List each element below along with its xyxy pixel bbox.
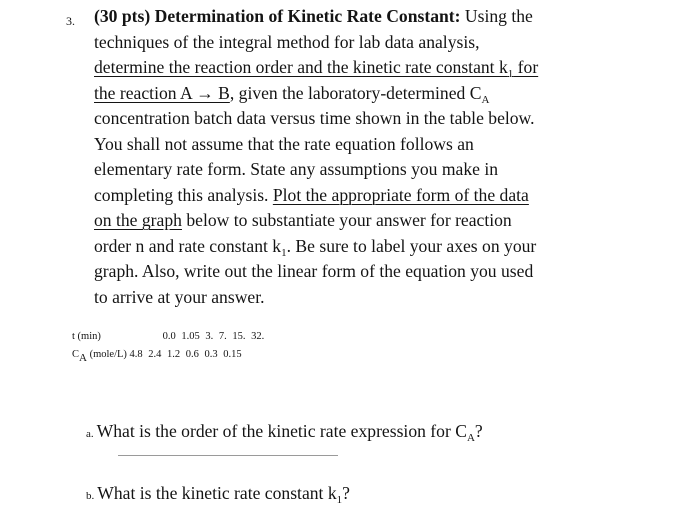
concentration-value: 1.2 — [167, 349, 181, 360]
concentration-value: 0.3 — [204, 349, 218, 360]
time-row — [72, 328, 267, 346]
points-label: (30 pts) — [94, 6, 151, 26]
time-value: 32. — [251, 331, 265, 342]
question-line-11: graph. Also, write out the linear form of the equation you used — [94, 261, 534, 281]
concentration-row — [72, 346, 267, 364]
time-label: t (min) — [72, 331, 101, 342]
part-a-letter: a. — [86, 428, 94, 440]
question-line-6: You shall not assume that the rate equation follows an — [94, 133, 474, 154]
question-line-7: elementary rate form. State any assumptions you make in — [94, 159, 499, 179]
concentration-value: 0.15 — [223, 349, 242, 360]
question-line-10: order n and rate constant $k_1$. Be sure to label your axes on your — [94, 235, 537, 259]
time-value: 15. — [232, 331, 246, 342]
time-value: 7. — [218, 331, 227, 342]
part-b-letter: b. — [86, 490, 95, 502]
question-line-2: techniques of the integral method for lab data analysis, — [94, 31, 480, 52]
answer-line[interactable] — [118, 455, 338, 456]
time-value: 3. — [205, 331, 214, 342]
concentration-value: 4.8 — [129, 349, 143, 360]
question-line-8: completing this analysis. Plot the appropriate form of the data — [94, 184, 529, 205]
question-line-5: concentration batch data versus time shown in the table below. — [94, 108, 535, 128]
question-line-12: to arrive at your answer. — [94, 286, 265, 307]
question-line-9: on the graph below to substantiate your answer for reaction — [94, 210, 512, 230]
concentration-value: 2.4 — [148, 349, 162, 360]
question-paragraph — [94, 4, 654, 310]
question-title: Determination of Kinetic Rate Constant: — [154, 6, 461, 26]
time-value: 0.0 — [162, 331, 176, 342]
concentration-label: $C_A$ (mole/L) — [72, 349, 127, 364]
question-line-1: (30 pts) Determination of Kinetic Rate Constant: Using the — [94, 6, 533, 26]
part-a-question: a. What is the order of the kinetic rate expression for $C_A$? — [86, 421, 483, 444]
question-line-4: the reaction A → B, given the laboratory-determined $C_A$ — [94, 82, 490, 106]
question-number: 3. — [66, 14, 75, 28]
time-value: 1.05 — [181, 331, 200, 342]
data-table — [72, 328, 267, 364]
question-line-3: determine the reaction order and the kinetic rate constant $k_1$ for — [94, 57, 539, 80]
part-b-question: b. What is the kinetic rate constant $k_1$? — [86, 483, 350, 506]
concentration-value: 0.6 — [185, 349, 199, 360]
